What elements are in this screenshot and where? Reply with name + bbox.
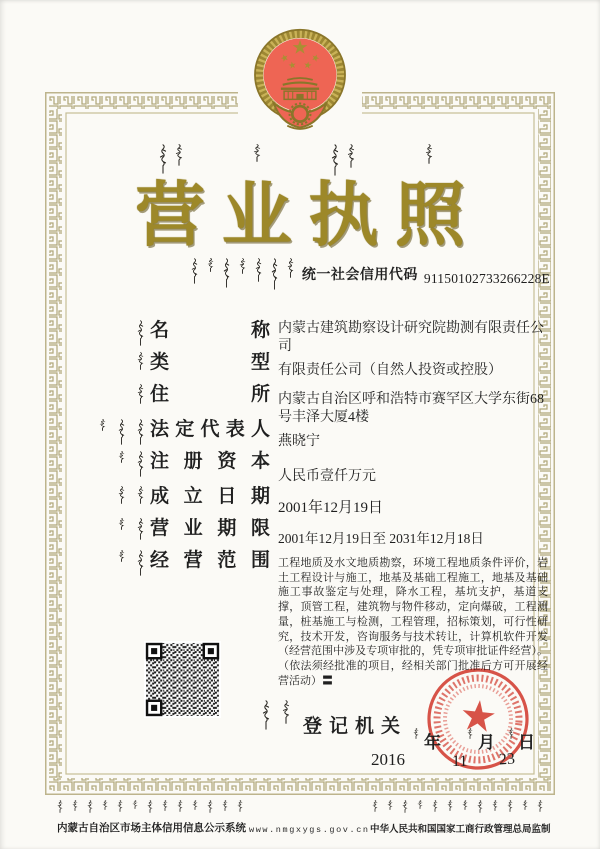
mongolian-script-icon <box>413 728 419 739</box>
mongolian-script-icon <box>207 800 213 813</box>
footer-right <box>370 821 551 835</box>
field-label: 法定代表人 <box>150 419 270 440</box>
mongolian-script-icon <box>177 800 183 812</box>
mongolian-script-icon <box>271 258 278 290</box>
date-day-char: 日 <box>518 733 535 752</box>
qr-code <box>144 641 221 718</box>
mongolian-script-icon <box>287 258 294 278</box>
mongolian-script-icon <box>467 728 473 739</box>
mongolian-script-icon <box>282 700 290 724</box>
footer-left <box>57 820 370 835</box>
date-month-char: 月 <box>478 733 495 752</box>
date-year-char: 年 <box>424 733 441 752</box>
title-mongolian-row <box>135 144 465 180</box>
footer-supervisor: 中华人民共和国国家工商行政管理总局监制 <box>370 824 551 835</box>
mongolian-script-icon <box>417 800 423 809</box>
mongolian-script-icon <box>239 258 246 274</box>
mongolian-script-icon <box>118 419 125 445</box>
mongolian-script-icon <box>537 800 543 812</box>
field-value-legal-rep: 燕晓宁 <box>278 434 320 449</box>
registry-authority-label: 登记机关 <box>303 716 408 737</box>
mongolian-script-icon <box>462 800 468 810</box>
mongolian-script-icon <box>72 800 78 811</box>
field-value-type: 有限责任公司（自然人投资或控股） <box>278 363 502 378</box>
field-value-establish-date: 2001年12月19日 <box>278 500 384 516</box>
mongolian-script-icon <box>331 144 339 176</box>
mongolian-script-icon <box>207 258 214 272</box>
credit-code-row <box>150 256 550 292</box>
mongolian-script-icon <box>372 800 378 812</box>
mongolian-script-icon <box>132 800 138 809</box>
credit-mongolian <box>150 258 294 290</box>
mongolian-script-icon <box>137 451 144 477</box>
mongolian-script-icon <box>191 258 198 284</box>
mongolian-script-icon <box>522 800 528 810</box>
mongolian-script-icon <box>87 800 93 813</box>
field-label: 注册资本 <box>150 451 270 472</box>
mongolian-script-icon <box>162 800 168 811</box>
date-year-value: 2016 <box>371 750 405 769</box>
footer-mongolian-right <box>372 800 543 813</box>
mongolian-script-icon <box>507 800 513 812</box>
field-label: 营业期限 <box>150 518 270 539</box>
field-value-address: 内蒙古自治区呼和浩特市赛罕区大学东街68号丰泽大厦4楼 <box>278 392 544 425</box>
mongolian-script-icon <box>447 800 453 811</box>
mongolian-script-icon <box>402 800 408 813</box>
credit-code-value: 91150102733266228E <box>423 271 550 286</box>
title-char: 照 <box>394 176 465 254</box>
field-label: 经营范围 <box>150 550 270 571</box>
official-seal-icon <box>415 656 540 781</box>
field-value-name: 内蒙古建筑勘察设计研究院勘测有限责任公司 <box>278 321 544 354</box>
mongolian-script-icon <box>117 800 123 812</box>
mongolian-script-icon <box>159 144 167 174</box>
mongolian-script-icon <box>137 320 144 346</box>
registry-mongolian <box>262 700 290 730</box>
mongolian-script-icon <box>137 384 144 404</box>
mongolian-script-icon <box>147 800 153 813</box>
credit-code-label: 统一社会信用代码 <box>301 266 418 282</box>
license-title <box>135 176 465 254</box>
national-emblem-icon <box>250 20 350 146</box>
mongolian-script-icon <box>137 352 144 370</box>
mongolian-script-icon <box>137 550 144 576</box>
mongolian-script-icon <box>118 518 125 530</box>
mongolian-script-icon <box>262 700 270 730</box>
mongolian-script-icon <box>137 518 144 540</box>
mongolian-script-icon <box>118 451 125 463</box>
date-month-value: 11 <box>452 753 468 770</box>
footer-url: www.nmgxygs.gov.cn <box>249 825 370 835</box>
mongolian-script-icon <box>222 800 228 811</box>
mongolian-script-icon <box>118 550 125 562</box>
mongolian-script-icon <box>102 800 108 810</box>
field-label: 类型 <box>150 352 270 373</box>
title-char: 执 <box>308 176 379 254</box>
mongolian-script-icon <box>347 144 355 168</box>
mongolian-script-icon <box>137 486 144 504</box>
mongolian-script-icon <box>192 800 198 810</box>
mongolian-script-icon <box>57 800 63 813</box>
mongolian-script-icon <box>387 800 393 810</box>
date-day-value: 23 <box>498 750 516 769</box>
field-label: 成立日期 <box>150 486 270 507</box>
footer-system-name: 内蒙古自治区市场主体信用信息公示系统 <box>57 822 246 834</box>
title-char: 业 <box>221 176 292 254</box>
field-value-term: 2001年12月19日至 2031年12月18日 <box>278 531 484 546</box>
mongolian-script-icon <box>432 800 438 812</box>
mongolian-script-icon <box>255 258 262 282</box>
mongolian-script-icon <box>425 144 433 164</box>
mongolian-script-icon <box>223 258 230 288</box>
mongolian-script-icon <box>118 486 125 504</box>
title-char: 营 <box>135 176 205 254</box>
field-value-scope: 工程地质及水文地质勘察，环境工程地质条件评价，岩土工程设计与施工，地基及基础工程施工，地基及基础施工事故鉴定与处理，降水工程，基坑支护，基道支撑，顶管工程，建筑物与物件移动，定向爆破，工程测量，桩基施工与检测，工程管理，招标策划，可行性研究，技术开发，咨询服务与技术转让，计算机软件开发（经营范围中涉及专项审批的，凭专项审批证件经营）。（依法须经批准的项目，经相关部门批准后方可开展经营活动）〓 <box>278 557 548 687</box>
mongolian-script-icon <box>253 144 261 162</box>
field-label: 名称 <box>150 320 270 341</box>
field-value-capital: 人民币壹仟万元 <box>278 469 376 484</box>
mongolian-script-icon <box>175 144 183 166</box>
mongolian-script-icon <box>99 419 106 431</box>
field-label: 住所 <box>150 384 270 405</box>
mongolian-script-icon <box>492 800 498 811</box>
mongolian-script-icon <box>137 419 144 445</box>
footer-mongolian-left <box>57 800 243 813</box>
mongolian-script-icon <box>237 800 243 812</box>
mongolian-script-icon <box>508 728 514 739</box>
mongolian-script-icon <box>477 800 483 813</box>
